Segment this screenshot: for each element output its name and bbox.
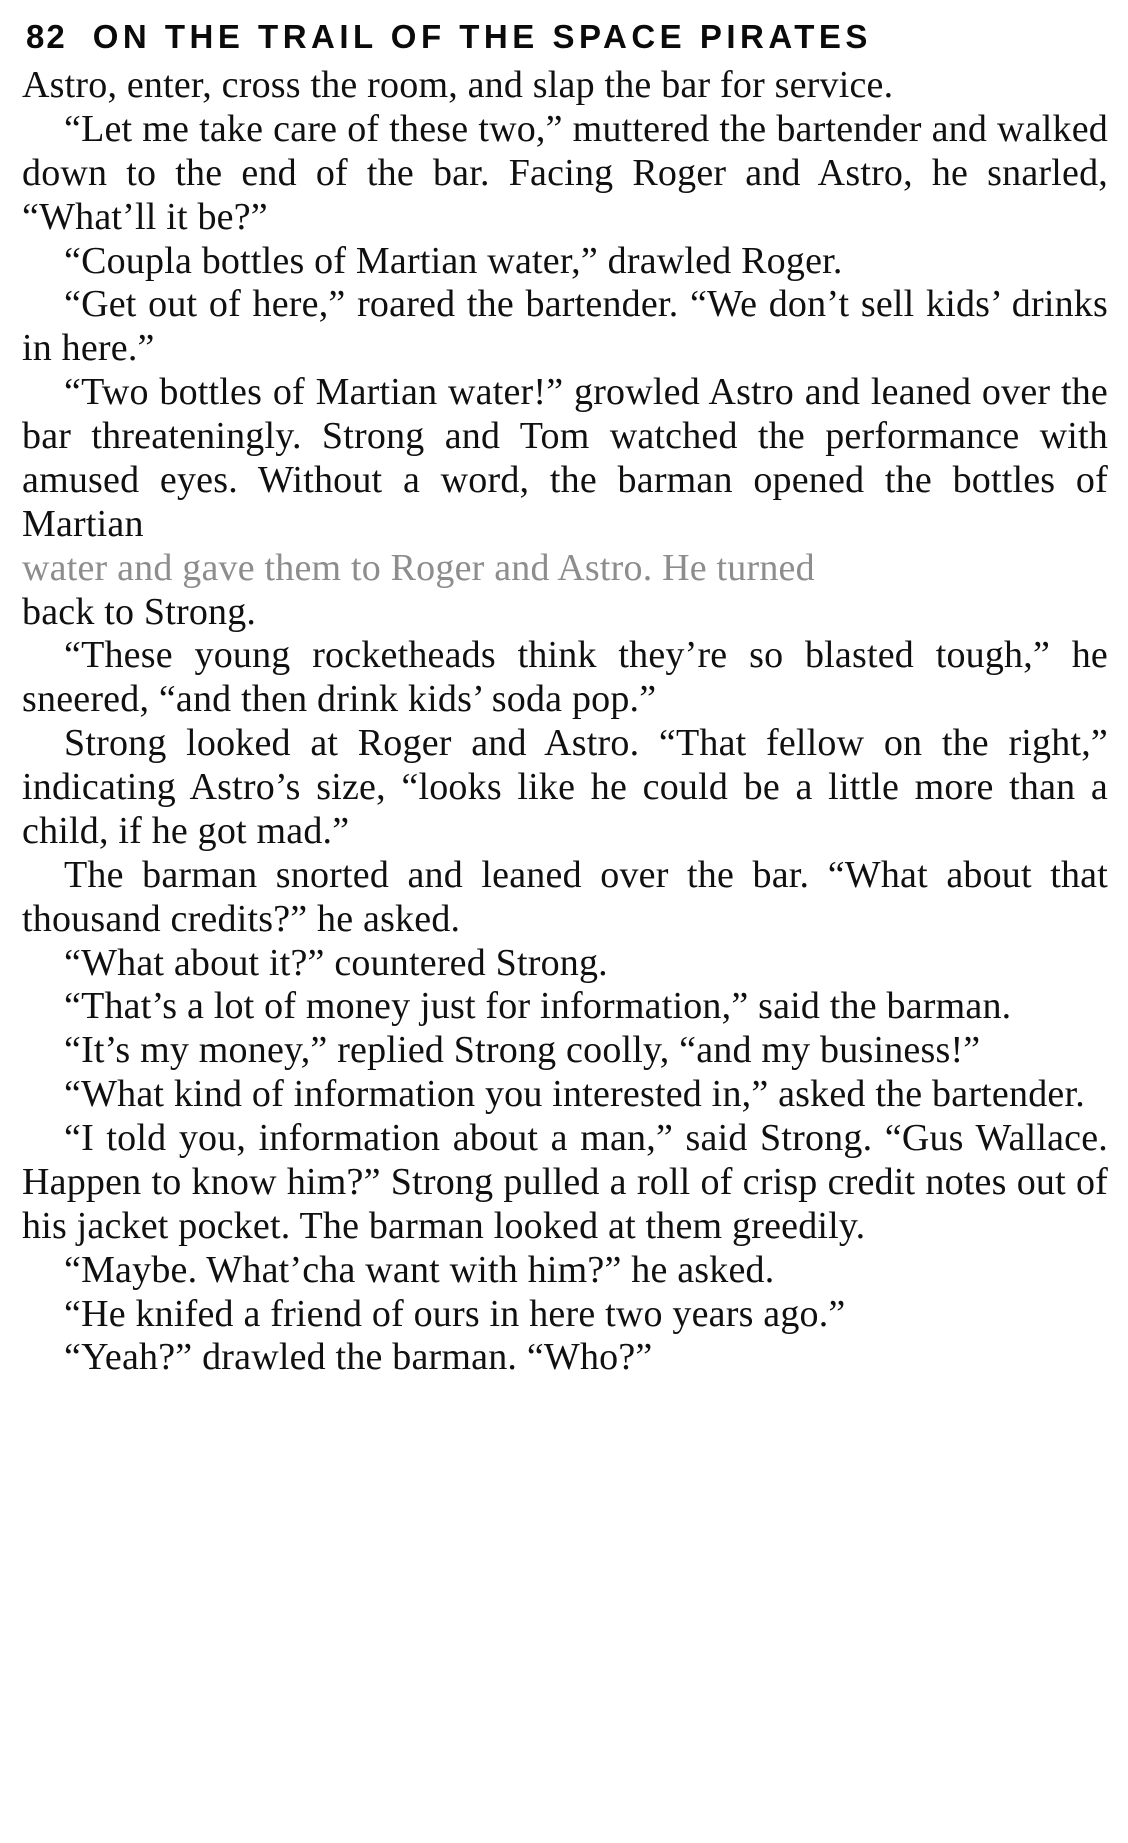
paragraph: back to Strong. [22,590,257,633]
paragraph: water and gave them to Roger and Astro. He turned [22,546,815,589]
paragraph: “Maybe. What’cha want with him?” he asked. [64,1248,775,1291]
running-head [22,18,1108,56]
paragraph: “Two bottles of Martian water!” growled Astro and leaned over the bar threateningly. Strong and Tom watched the performance with amused eyes. Without a word, the barman opened the bottles of Martian [22,371,1108,545]
paragraph: “These young rocketheads think they’re so blasted tough,” he sneered, “and then drink kids’ soda pop.” [22,634,1108,721]
paragraph: “I told you, information about a man,” said Strong. “Gus Wallace. Happen to know him?” Strong pulled a roll of crisp credit notes out of his jacket pocket. The barman looked at them greedily. [22,1117,1108,1247]
paragraph: “Get out of here,” roared the bartender. “We don’t sell kids’ drinks in here.” [22,283,1108,370]
page-number: 82 [26,18,67,55]
running-head-title: ON THE TRAIL OF THE SPACE PIRATES [92,18,872,55]
paragraph: “Yeah?” drawled the barman. “Who?” [64,1336,653,1379]
paragraph: Strong looked at Roger and Astro. “That fellow on the right,” indicating Astro’s size, “looks like he could be a little more than a child, if he got mad.” [22,722,1108,852]
paragraph: “Let me take care of these two,” muttered the bartender and walked down to the end of the bar. Facing Roger and Astro, he snarled, “What’ll it be?” [22,107,1108,238]
paragraph: “He knifed a friend of ours in here two years ago.” [64,1292,846,1335]
paragraph: “What kind of information you interested in,” asked the bartender. [64,1073,1085,1116]
paragraph: “It’s my money,” replied Strong coolly, “and my business!” [64,1029,981,1072]
page-body [22,64,1108,1380]
paragraph: “What about it?” countered Strong. [64,941,608,984]
paragraph: Astro, enter, cross the room, and slap the bar for service. [22,64,894,106]
paragraph: “That’s a lot of money just for information,” said the barman. [64,985,1012,1028]
paragraph: The barman snorted and leaned over the bar. “What about that thousand credits?” he asked. [22,853,1108,940]
paragraph: “Coupla bottles of Martian water,” drawled Roger. [64,239,843,282]
